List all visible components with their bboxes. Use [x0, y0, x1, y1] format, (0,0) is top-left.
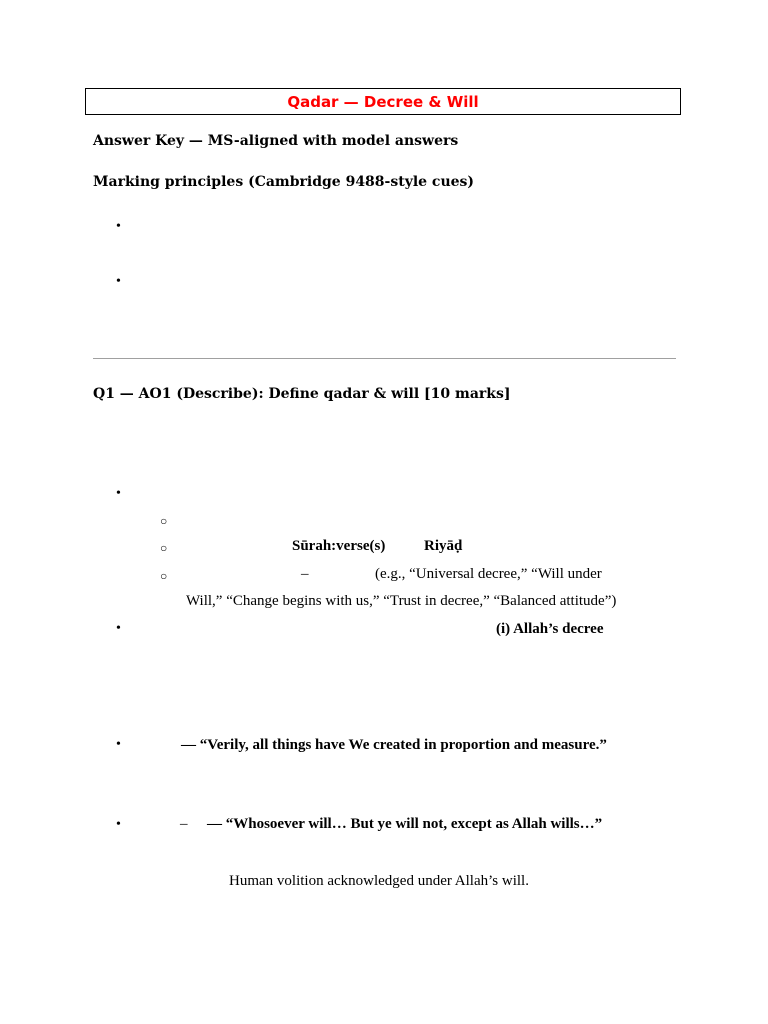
bullet-5: • — [116, 737, 121, 752]
bullet-3: • — [116, 486, 121, 501]
sub-bullet-2: ○ — [160, 541, 168, 555]
bullet-1: • — [116, 219, 121, 234]
sub-bullet-3: ○ — [160, 569, 168, 583]
sub3-line2: Will,” “Change begins with us,” “Trust in decree,” “Balanced attitude”) — [186, 593, 617, 609]
bullet-2: • — [116, 274, 121, 289]
bullet-4: • — [116, 621, 121, 636]
title-box — [85, 88, 681, 115]
surah-verse-label: Sūrah:verse(s) — [292, 538, 386, 554]
allah-decree-label: (i) Allah’s decree — [496, 621, 604, 637]
q1-heading: Q1 — AO1 (Describe): Define qadar & will [10 marks] — [93, 386, 511, 402]
quote-1: — “Verily, all things have We created in proportion and measure.” — [181, 737, 607, 753]
quote-2: — “Whosoever will… But ye will not, except as Allah wills…” — [207, 816, 603, 832]
sub3-line1: (e.g., “Universal decree,” “Will under — [375, 566, 602, 582]
riyad-label: Riyāḍ — [424, 538, 463, 554]
sub3-dash: – — [301, 566, 309, 582]
sub-bullet-1: ○ — [160, 514, 168, 528]
page-title: Qadar — Decree & Will — [287, 92, 479, 111]
answer-key-heading: Answer Key — MS-aligned with model answers — [93, 133, 459, 149]
divider — [93, 358, 676, 359]
human-volition-text: Human volition acknowledged under Allah’s will. — [229, 873, 529, 889]
bullet-6: • — [116, 817, 121, 832]
quote-2-dash: – — [180, 816, 188, 832]
marking-principles-heading: Marking principles (Cambridge 9488-style cues) — [93, 174, 475, 190]
